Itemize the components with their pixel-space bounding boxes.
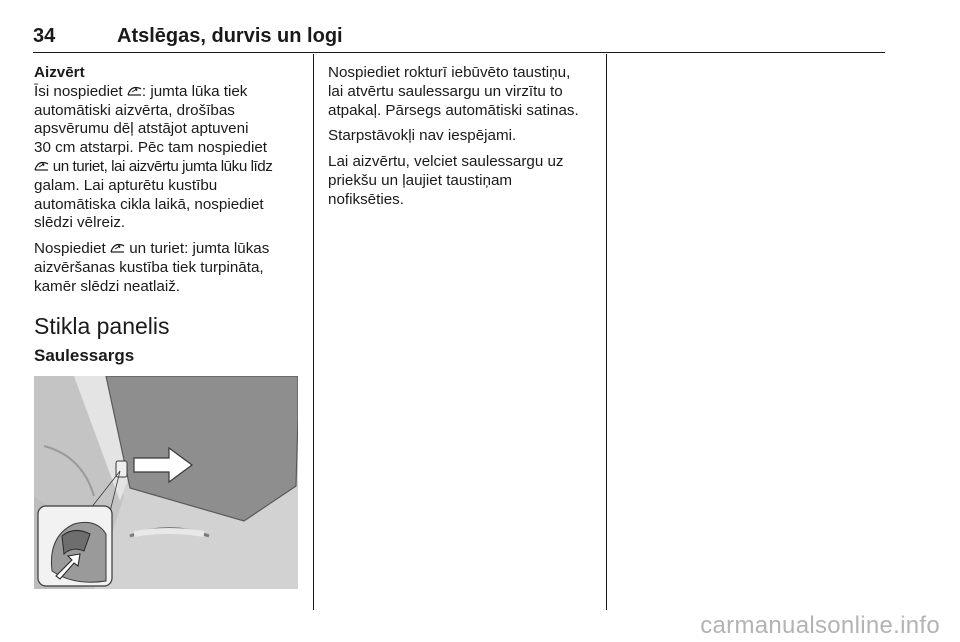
text: lai atvērtu saulessargu un virzītu to xyxy=(328,82,563,100)
close-paragraph xyxy=(34,83,302,233)
intermediate-paragraph xyxy=(328,127,598,146)
text: 30 cm atstarpi. Pēc tam nospiediet xyxy=(34,139,267,157)
closing-paragraph xyxy=(328,153,598,209)
text: Nospiediet rokturī iebūvēto taustiņu, xyxy=(328,64,571,81)
section-title: Stikla panelis xyxy=(34,313,170,339)
hold-paragraph xyxy=(34,240,302,296)
text: apsvērumu dēļ atstājot aptuveni xyxy=(34,120,249,138)
text: un turiet, lai aizvērtu jumta lūku līdz xyxy=(49,157,273,175)
column-divider xyxy=(313,54,314,610)
sunroof-close-icon xyxy=(34,160,49,172)
sunroof-close-icon xyxy=(110,242,125,254)
section-subtitle: Saulessargs xyxy=(34,346,135,365)
text: Lai aizvērtu, velciet saulessargu uz xyxy=(328,153,564,171)
text: nofiksēties. xyxy=(328,190,404,208)
text: kamēr slēdzi neatlaiž. xyxy=(34,277,181,295)
left-column xyxy=(34,64,302,304)
right-column xyxy=(328,64,598,217)
sunroof-close-icon xyxy=(127,85,142,97)
text: galam. Lai apturētu kustību xyxy=(34,176,218,194)
close-heading: Aizvērt xyxy=(34,64,85,81)
column-divider xyxy=(606,54,607,610)
text: un turiet: jumta lūkas xyxy=(124,240,270,258)
chapter-title: Atslēgas, durvis un logi xyxy=(117,25,343,47)
text: Starpstāvokļi nav iespējami. xyxy=(328,127,517,145)
text: Īsi nospiediet xyxy=(34,82,127,100)
watermark: carmanualsonline.info xyxy=(700,612,940,639)
text: atpakaļ. Pārsegs automātiski satinas. xyxy=(328,101,579,119)
text: slēdzi vēlreiz. xyxy=(34,214,126,232)
sunshade-illustration xyxy=(34,376,298,589)
page-number: 34 xyxy=(33,25,56,47)
text: aizvēršanas kustība tiek turpināta, xyxy=(34,258,264,276)
page-header xyxy=(33,22,885,53)
text: Nospiediet xyxy=(34,240,110,258)
text: automātiski aizvērta, drošības xyxy=(34,101,235,119)
text: automātiska cikla laikā, nospiediet xyxy=(34,195,264,213)
text: priekšu un ļaujiet taustiņam xyxy=(328,171,513,189)
text: : jumta lūka tiek xyxy=(141,82,248,100)
open-paragraph xyxy=(328,64,598,120)
